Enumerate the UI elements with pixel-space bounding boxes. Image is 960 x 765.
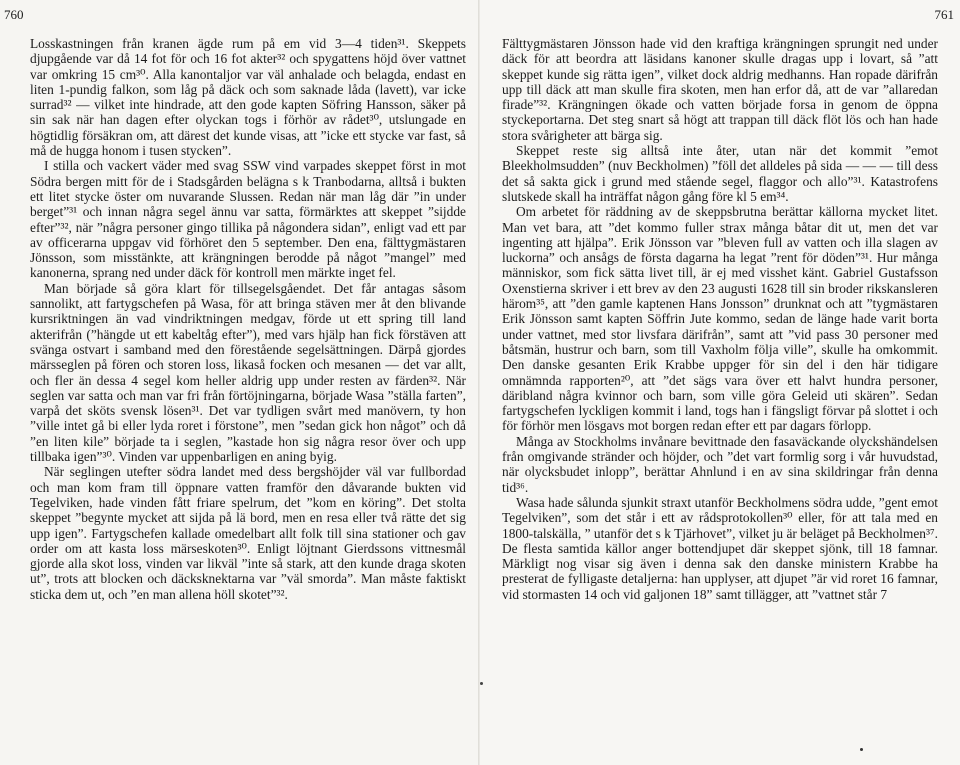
paragraph: Fälttygmästaren Jönsson hade vid den kraftiga krängningen sprungit ned under däck för att beordra att läsidans kanoner skulle dragas upp i lovart, så ”att skeppet kunde sig rätta igen”, vilket dock aldrig medhanns. Han ropade därifrån upp till däck att man skulle fira skoten, men han erfor då, att de var ”allaredan firade”³². Krängningen ökade och vatten började forsa in genom de öppna styckeportarna. Det steg snart så högt att trappan till däck flöt lös och han hade stora svårigheter att bärga sig. bbox=[502, 36, 938, 143]
paragraph: Losskastningen från kranen ägde rum på em vid 3—4 tiden³¹. Skeppets djupgående var då 14 fot för och 16 fot akter³² och spygattens höjd över vattnet var omkring 15 cm³⁰. Alla kanontaljor var väl anhalade och belagda, endast en liten 1-pundig falkon, som låg på däck och som saknade låda (lavett), var icke surrad³² — vilket inte hindrade, att den gode kapten Söfring Hansson, säker på sin sak när han dagen efter olyckan togs i förhör av rådet³⁰, utslungade en högtidlig försäkran om, att därest det kunde visas, att ”icke ett stycke var fast, så må de hugga honom i tusen stycken”. bbox=[30, 36, 466, 159]
right-page-number: 761 bbox=[934, 7, 954, 22]
left-page-number: 760 bbox=[4, 7, 24, 22]
paragraph: Om arbetet för räddning av de skeppsbrutna berättar källorna mycket litet. Man vet bara, att ”det kommo fuller strax många båtar dit ut, men det var ingenting att hjälpa”. Erik Jönsson var ”bleven full av vatten och illa slagen av luckorna” och ansågs de första dagarna ha legat ”rent för döden”³¹. Hur många människor, som fick sätta livet till, är ej med visshet känt. Gabriel Gustafsson Oxenstierna skriver i ett brev av den 23 augusti 1628 till sin broder rikskansleren härom³⁵, att ”den gamle kaptenen Hans Jonsson” drunknat och att ”tygmästaren Erik Jönsson samt kapten Söffrin Jute kommo, sedan de länge hade varit borta under vattnet, med stor livsfara därifrån”, samt att ”vid pass 30 personer med båtsmän, hustrur och barn, som till Vaxholm följa ville”, skulle ha omkommit. Den danske gesanten Erik Krabbe uppger för sin del i den här tidigare omnämnda rapporten²⁰, att ”det sägs vara över ett halvt hundra personer, däribland några kvinnor och barn, som ville göra Geleid uti skären”. Sedan fartygschefen lyckligen kommit i land, togs han i fängsligt förvar på slottet i och för förhör men lösgavs mot borgen redan efter ett par dagars förlopp. bbox=[502, 204, 938, 434]
paragraph: Wasa hade sålunda sjunkit straxt utanför Beckholmens södra udde, ”gent emot Tegelviken”, som det står i ett av rådsprotokollen³⁰ eller, för att tala med en 1800-talskälla, ” utanför det s k Tjärhovet”, vilket ju är beläget på Beckholmen³⁷. De flesta samtida källor anger bottendjupet där skeppet sjönk, till 18 famnar. Märkligt nog visar sig även i denna sak den danske ministern Krabbe ha presterat de fylligaste detaljerna: han upplyser, att djupet ”är vid roret 16 famnar, vid stormasten 14 och vid galjonen 18” samt tillägger, att ”vattnet står 7 bbox=[502, 494, 938, 602]
paragraph: Många av Stockholms invånare bevittnade den fasaväckande olyckshändelsen från omgivande stränder och höjder, och ”det vart formlig sorg i vår huvudstad, när olycksbudet inlopp”, berättar Ahnlund i en av sina skildringar från denna tid³⁶. bbox=[502, 433, 938, 495]
paragraph: När seglingen utefter södra landet med dess bergshöjder väl var fullbordad och man kom fram till öppnare vatten framför den dåvarande bukten vid Tegelviken, hade vinden fått friare spelrum, det ”kom en köring”. Det stolta skeppet ”begynte mycket att sijda på lä bord, men en resa eller två rätte det sig upp igen”. Fartygschefen kallade omedelbart allt folk till sina stationer och gav order om att kasta loss märseskoten³⁰. Enligt löjtnant Gierdssons vittnesmål gjorde alla skot loss, vinden var likväl ”inte så stark, att den kunde draga skoten ut”, trots att blocken och däcksknektarna var ”väl smorda”. Man måste faktiskt sticka dem ut, och ”en man allena höll skotet”³². bbox=[30, 464, 466, 602]
right-page bbox=[480, 0, 960, 765]
print-speck bbox=[860, 748, 863, 751]
paragraph: Man började så göra klart för tillsegelsgåendet. Det får antagas såsom sannolikt, att fartygschefen på Wasa, för att bringa stäven mer åt den blivande kursriktningen än vad vindriktningen medgav, förde ut ett spring till land akterifrån (”hängde ut ett kabeltåg efter”), med vars hjälp han fick förstäven att svänga ostvart i samband med den förestående segelsättningen. Därpå gjordes märsseglen på fören och storen loss, likaså focken och mesanen — det var allt, och fler än dessa 4 segel kom heller aldrig upp under resten av färden³². När seglen var satta och man var fri från förtöjningarna, började Wasa ”ställa farten”, varpå det sköts svensk lösen³¹. Det var tydligen svårt med manövern, ty hon ”ville intet gå bi eller lyda roret i förstone”, men ”sedan gick hon något” och då ”en liten kile” började ta i seglen, ”kastade hon sig några resor över och upp tillbaka igen”³⁰. Vinden var uppenbarligen en aning byig. bbox=[30, 280, 466, 465]
margin-mark bbox=[480, 682, 483, 685]
right-page-body bbox=[502, 36, 938, 602]
left-page-body bbox=[30, 36, 466, 602]
paragraph: I stilla och vackert väder med svag SSW vind varpades skeppet först in mot Södra bergen mitt för de i Stadsgården belägna s k Tranbodarna, alltså i bukten ett litet stycke öster om nuvarande Slussen. Redan när man låg där ”in under berget”³¹ och innan några segel ännu var satta, förmärktes att skeppet ”sijdde efter”³², när ”några personer gingo tillika på någondera sidan”, enligt vad ett par av officerarna uppgav vid förhöret den 5 september. Den ena, fälttygmästaren Jönsson, som misstänkte, att krängningen berodde på något ”mangel” med kanonerna, sprang ned under däck för kontroll men märkte inget fel. bbox=[30, 158, 466, 281]
paragraph: Skeppet reste sig alltså inte åter, utan när det kommit ”emot Bleekholmsudden” (nuv Beckholmen) ”föll det alldeles på sida — — — till dess det så sakta gick i grund med stående segel, flaggor och allo”³¹. Katastrofens slutskede skall ha inträffat någon gång före kl 5 em³⁴. bbox=[502, 143, 938, 204]
